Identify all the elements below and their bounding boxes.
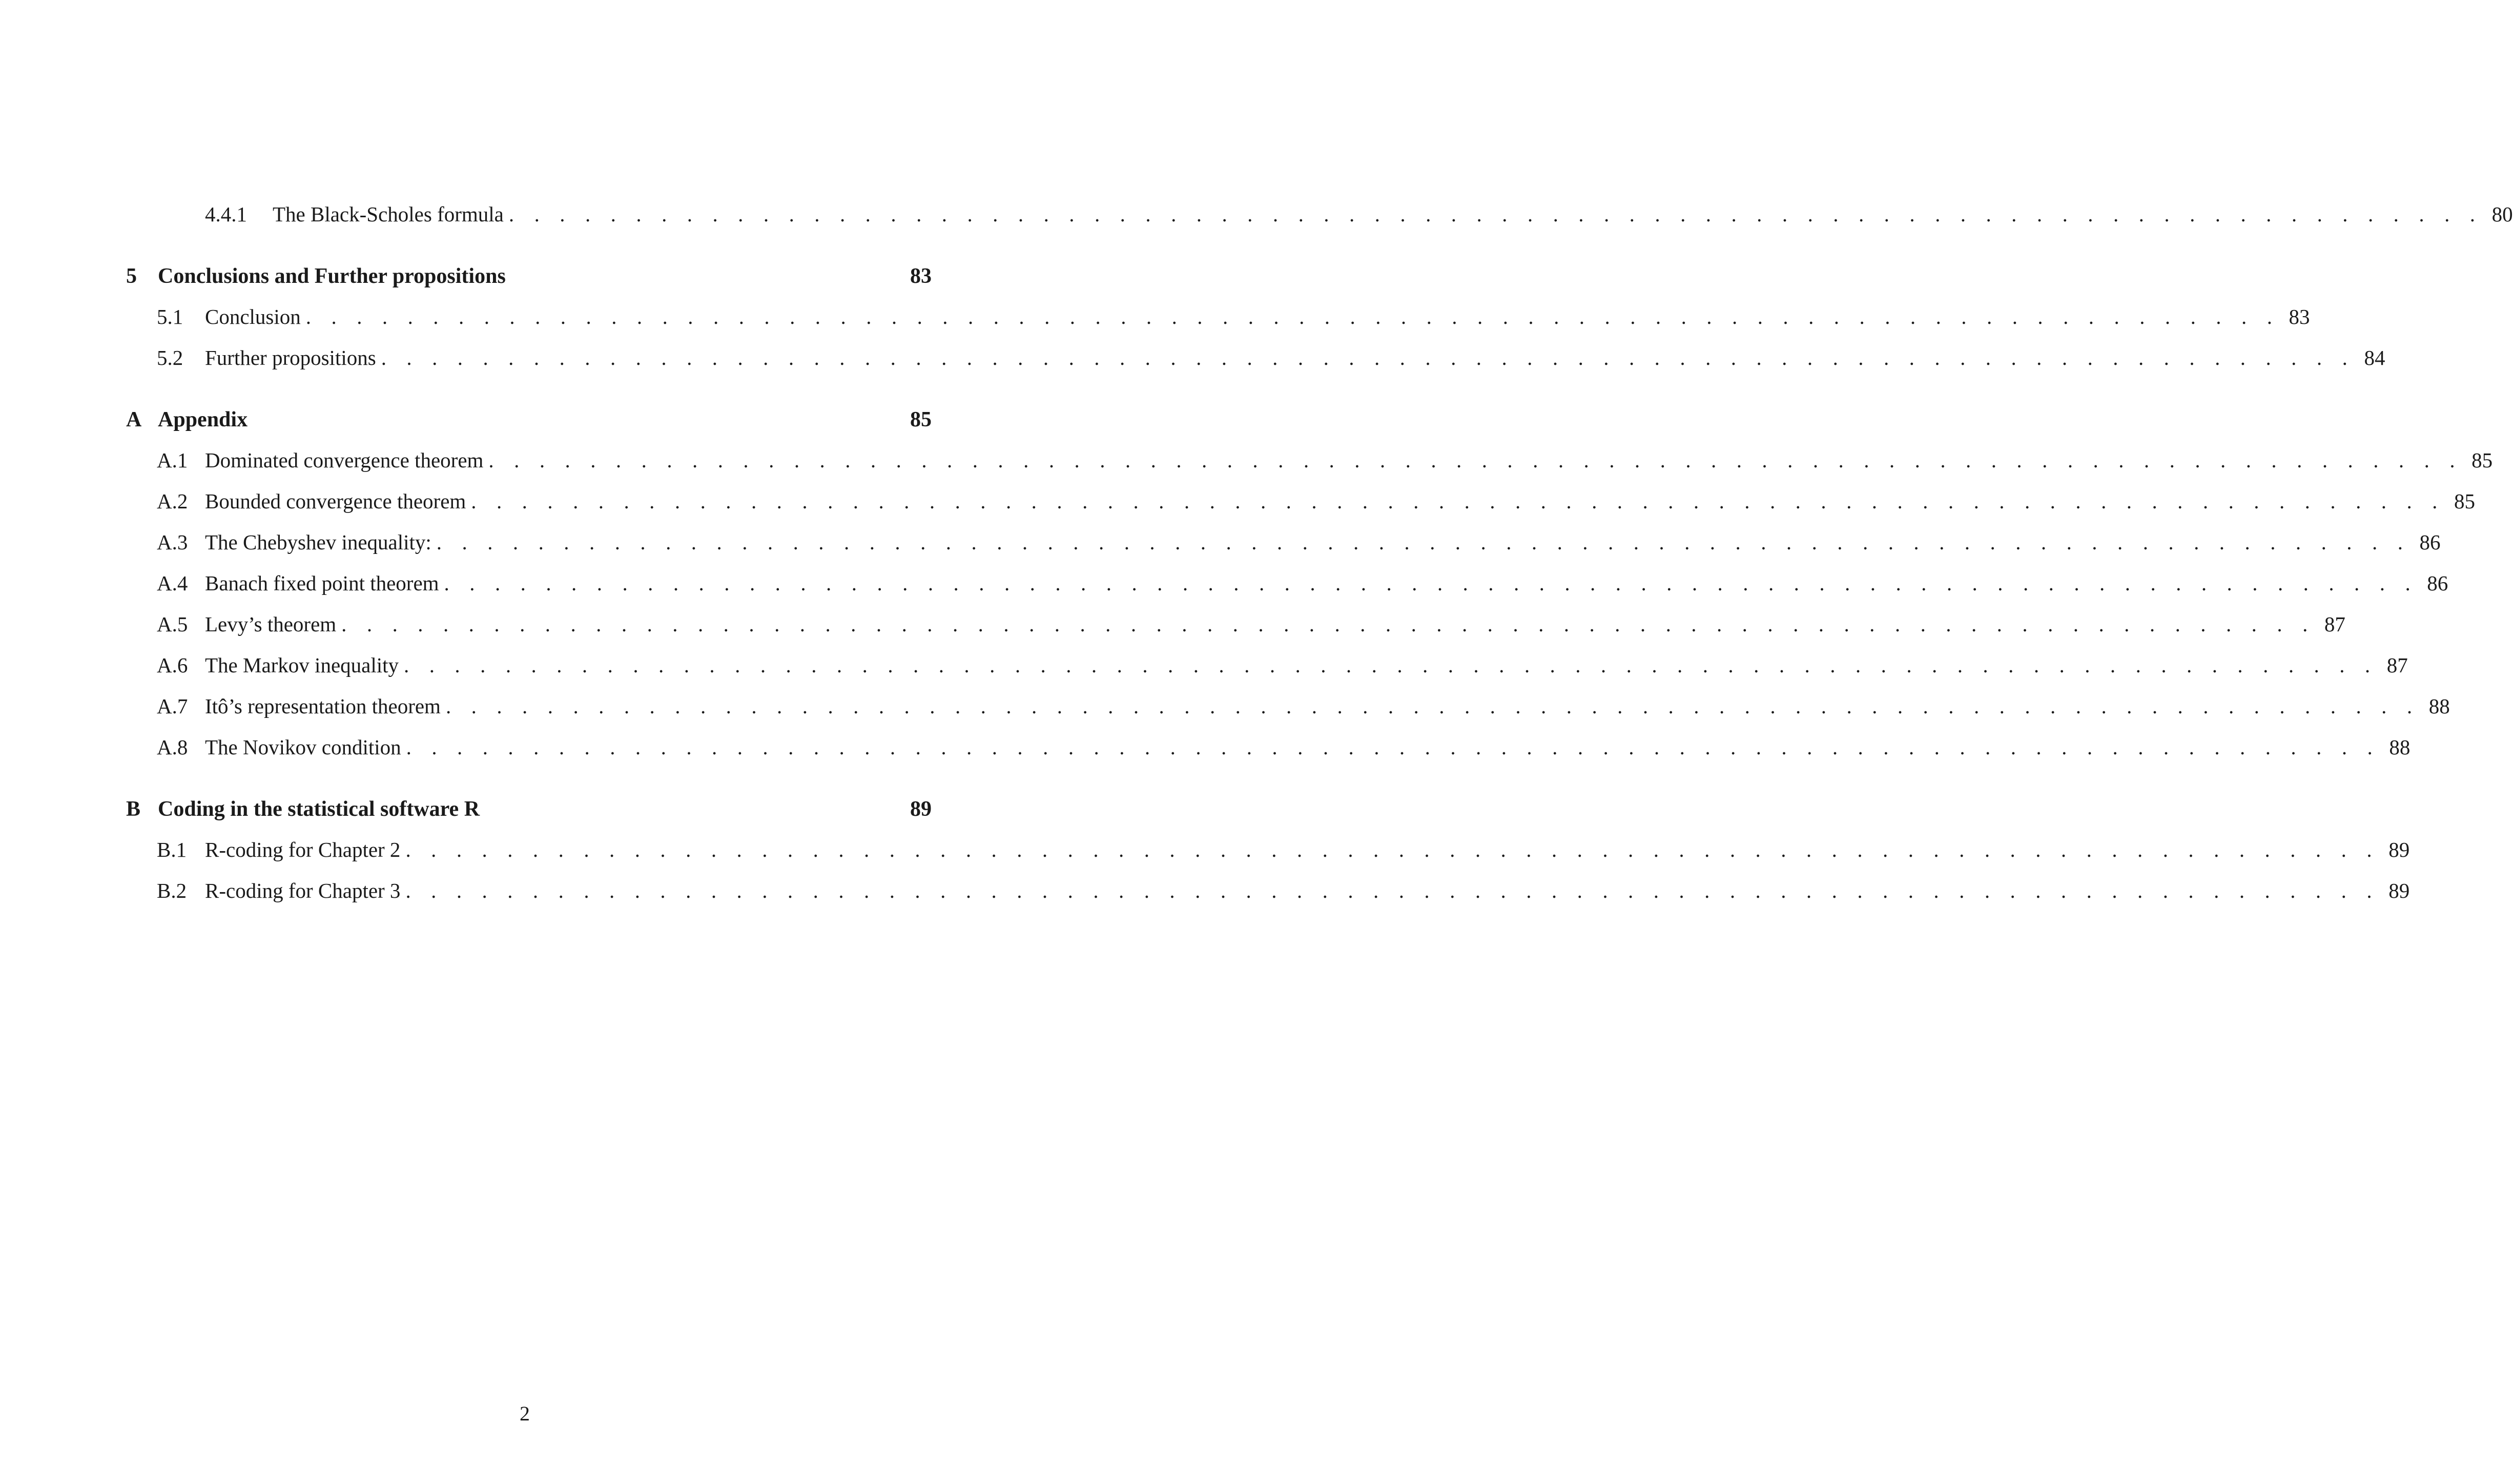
dot-leader: . . . . . . . . . . . . . . . . . . . . . . . . . . . . . . . . . . . . . . . . . . . . . . . . . . . . . . . . . . . . . . . . . . . . . . . . . . . . . . bbox=[444, 571, 2418, 595]
toc-chapter-5[interactable] bbox=[126, 265, 932, 287]
toc-entry-page: 80 bbox=[2491, 202, 2513, 226]
toc-chapter-title: Conclusions and Further propositions bbox=[158, 264, 506, 288]
toc-chapter-number: B bbox=[126, 797, 141, 821]
toc-entry-number: B.2 bbox=[157, 879, 187, 902]
toc-entry-title: Itô’s representation theorem bbox=[205, 694, 441, 718]
toc-entry-number: 5.1 bbox=[157, 305, 183, 328]
toc-entry-5-1[interactable] bbox=[157, 305, 2310, 328]
dot-leader: . . . . . . . . . . . . . . . . . . . . . . . . . . . . . . . . . . . . . . . . . . . . . . . . . . . . . . . . . . . . . . . . . . . . . . . . . . . . . . bbox=[406, 735, 2380, 759]
toc-entry-page: 89 bbox=[2388, 879, 2410, 902]
toc-entry-title: The Chebyshev inequality: bbox=[205, 530, 431, 554]
toc-chapter-b[interactable] bbox=[126, 798, 932, 820]
toc-entry-title: Further propositions bbox=[205, 346, 376, 369]
toc-chapter-page: 83 bbox=[910, 264, 932, 288]
toc-entry-title: Conclusion bbox=[205, 305, 301, 328]
dot-leader: . . . . . . . . . . . . . . . . . . . . . . . . . . . . . . . . . . . . . . . . . . . . . . . . . . . . . . . . . . . . . . . . . . . . . . . . . . . . . . bbox=[488, 448, 2463, 472]
toc-entry-a-4[interactable] bbox=[157, 571, 2448, 595]
toc-entry-page: 84 bbox=[2364, 346, 2385, 369]
dot-leader: . . . . . . . . . . . . . . . . . . . . . . . . . . . . . . . . . . . . . . . . . . . . . . . . . . . . . . . . . . . . . . . . . . . . . . . . . . . . . . bbox=[305, 305, 2280, 328]
toc-entry-number: A.6 bbox=[157, 653, 188, 677]
toc-entry-number: A.7 bbox=[157, 694, 188, 718]
toc-chapter-title: Coding in the statistical software R bbox=[158, 797, 480, 821]
toc-entry-page: 85 bbox=[2454, 489, 2476, 513]
toc-entry-a-5[interactable] bbox=[157, 612, 2345, 636]
toc-entry-number: A.2 bbox=[157, 489, 188, 513]
dot-leader: . . . . . . . . . . . . . . . . . . . . . . . . . . . . . . . . . . . . . . . . . . . . . . . . . . . . . . . . . . . . . . . . . . . . . . . . . . . . . . bbox=[508, 202, 2483, 226]
toc-entry-4-4-1[interactable] bbox=[205, 202, 2513, 226]
dot-leader: . . . . . . . . . . . . . . . . . . . . . . . . . . . . . . . . . . . . . . . . . . . . . . . . . . . . . . . . . . . . . . . . . . . . . . . . . . . . . . bbox=[405, 879, 2380, 902]
toc-entry-a-1[interactable] bbox=[157, 448, 2493, 472]
toc-entry-title: Dominated convergence theorem bbox=[205, 448, 484, 472]
dot-leader: . . . . . . . . . . . . . . . . . . . . . . . . . . . . . . . . . . . . . . . . . . . . . . . . . . . . . . . . . . . . . . . . . . . . . . . . . . . . . . bbox=[436, 530, 2411, 554]
toc-entry-title: R-coding for Chapter 2 bbox=[205, 838, 401, 861]
toc-entry-b-2[interactable] bbox=[157, 879, 2410, 902]
toc-entry-title: The Novikov condition bbox=[205, 735, 401, 759]
toc-entry-page: 86 bbox=[2427, 571, 2448, 595]
toc-entry-number: A.1 bbox=[157, 448, 188, 472]
toc-entry-title: Levy’s theorem bbox=[205, 612, 337, 636]
toc-entry-page: 83 bbox=[2289, 305, 2310, 328]
dot-leader: . . . . . . . . . . . . . . . . . . . . . . . . . . . . . . . . . . . . . . . . . . . . . . . . . . . . . . . . . . . . . . . . . . . . . . . . . . . . . . bbox=[381, 346, 2355, 369]
toc-entry-a-2[interactable] bbox=[157, 489, 2476, 513]
toc-entry-number: A.8 bbox=[157, 735, 188, 759]
toc-entry-a-3[interactable] bbox=[157, 530, 2441, 554]
toc-entry-number: B.1 bbox=[157, 838, 187, 861]
toc-entry-page: 88 bbox=[2389, 735, 2411, 759]
dot-leader: . . . . . . . . . . . . . . . . . . . . . . . . . . . . . . . . . . . . . . . . . . . . . . . . . . . . . . . . . . . . . . . . . . . . . . . . . . . . . . bbox=[445, 694, 2420, 718]
toc-entry-page: 89 bbox=[2388, 838, 2410, 861]
toc-entry-page: 87 bbox=[2324, 612, 2345, 636]
toc-entry-number: 4.4.1 bbox=[205, 202, 247, 226]
toc-entry-title: Bounded convergence theorem bbox=[205, 489, 466, 513]
toc-entry-page: 88 bbox=[2428, 694, 2450, 718]
toc-entry-a-6[interactable] bbox=[157, 653, 2408, 677]
toc-chapter-a[interactable] bbox=[126, 409, 932, 430]
toc-entry-number: A.5 bbox=[157, 612, 188, 636]
toc-entry-page: 87 bbox=[2386, 653, 2408, 677]
toc-entry-title: The Black-Scholes formula bbox=[273, 202, 504, 226]
page-number: 2 bbox=[520, 1402, 530, 1425]
dot-leader: . . . . . . . . . . . . . . . . . . . . . . . . . . . . . . . . . . . . . . . . . . . . . . . . . . . . . . . . . . . . . . . . . . . . . . . . . . . . . . bbox=[405, 838, 2380, 861]
toc-entry-page: 86 bbox=[2419, 530, 2441, 554]
toc-entry-number: A.4 bbox=[157, 571, 188, 595]
dot-leader: . . . . . . . . . . . . . . . . . . . . . . . . . . . . . . . . . . . . . . . . . . . . . . . . . . . . . . . . . . . . . . . . . . . . . . . . . . . . . . bbox=[404, 653, 2378, 677]
toc-chapter-page: 89 bbox=[910, 797, 932, 821]
toc-chapter-page: 85 bbox=[910, 408, 932, 431]
toc-entry-number: 5.2 bbox=[157, 346, 183, 369]
toc-entry-page: 85 bbox=[2471, 448, 2493, 472]
toc-chapter-title: Appendix bbox=[158, 408, 248, 431]
toc-entry-number: A.3 bbox=[157, 530, 188, 554]
toc-entry-a-8[interactable] bbox=[157, 735, 2411, 759]
dot-leader: . . . . . . . . . . . . . . . . . . . . . . . . . . . . . . . . . . . . . . . . . . . . . . . . . . . . . . . . . . . . . . . . . . . . . . . . . . . . . . bbox=[341, 612, 2315, 636]
toc-entry-a-7[interactable] bbox=[157, 694, 2450, 718]
toc-entry-title: The Markov inequality bbox=[205, 653, 399, 677]
toc-entry-5-2[interactable] bbox=[157, 346, 2385, 369]
toc-chapter-number: 5 bbox=[126, 264, 137, 288]
toc-chapter-number: A bbox=[126, 408, 142, 431]
dot-leader: . . . . . . . . . . . . . . . . . . . . . . . . . . . . . . . . . . . . . . . . . . . . . . . . . . . . . . . . . . . . . . . . . . . . . . . . . . . . . . bbox=[471, 489, 2445, 513]
toc-entry-b-1[interactable] bbox=[157, 838, 2410, 861]
toc-entry-title: Banach fixed point theorem bbox=[205, 571, 439, 595]
toc-entry-title: R-coding for Chapter 3 bbox=[205, 879, 401, 902]
